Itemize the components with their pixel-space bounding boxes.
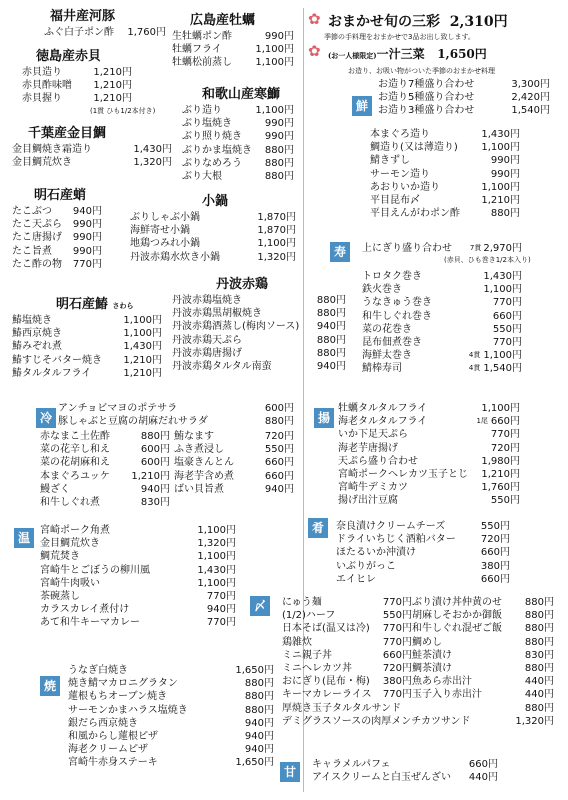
menu-item: ふき煮浸し 550円: [174, 444, 294, 456]
menu-item: ミニへレカツ丼 720円: [282, 663, 412, 675]
menu-item: 赤貝造り 1,210円: [22, 67, 132, 78]
sawara-kana: さわら: [112, 301, 134, 310]
menu-item: 鯛茶漬け 880円: [412, 663, 554, 675]
omakase-title: おまかせ旬の三彩: [328, 14, 440, 30]
menu-item: 厚焼き玉子タルタルサンド 880円: [282, 703, 554, 714]
menu-item: 牡蠣フライ 1,100円: [172, 44, 294, 56]
menu-item: 魚あら赤出汁 440円: [412, 676, 554, 688]
menu-item: サーモンかまハラス塩焼き 880円: [68, 704, 274, 716]
menu-item: いぶりがっこ 380円: [336, 560, 510, 572]
ama-tag: 甘: [280, 762, 300, 782]
menu-item: 牡蠣松前蒸し 1,100円: [172, 57, 294, 69]
menu-item: 焼き鯖マカロニグラタン 880円: [68, 678, 274, 690]
kinmedai-title: 千葉産金目鯛: [28, 126, 107, 141]
menu-item: 銀だら西京焼き 940円: [68, 717, 274, 729]
menu-item: トロタク巻き 1,430円: [362, 271, 522, 282]
menu-item: 鯛造り(又は薄造り) 1,100円: [370, 142, 520, 154]
ichiju-price: 1,650円: [437, 47, 487, 61]
menu-item: 金目鯛荒炊き 1,320円: [40, 538, 236, 550]
menu-item: ドライいちじく酒粕バター 720円: [336, 534, 510, 546]
menu-item: ぶり漬け丼仲黄のせ 880円: [412, 597, 554, 608]
rei-list: [58, 402, 294, 428]
menu-item: 海老クリームピザ 940円: [68, 744, 274, 756]
ichiju-line: [328, 45, 487, 62]
menu-item: 鉄火巻き 1,100円: [362, 284, 522, 296]
menu-item: 宮崎ポーク角煮 1,100円: [40, 525, 236, 536]
menu-item: ぶりかま塩焼き 880円: [182, 144, 294, 156]
kanburi-section: [182, 86, 294, 183]
sawara-title: 明石産鰆: [56, 297, 109, 312]
on-tag: 温: [14, 528, 34, 548]
kanburi-list: [182, 104, 294, 183]
menu-item: カラスカレイ煮付け 940円: [40, 604, 236, 616]
menu-item: 塩豪きんとん 660円: [174, 457, 294, 469]
menu-item: 鰆みぞれ煮 1,430円: [12, 341, 162, 353]
menu-item: 鯖棒寿司 4貫 1,540円: [362, 363, 522, 375]
menu-item: 海老芋唐揚げ 720円: [338, 442, 520, 454]
yaki-section: [68, 664, 274, 770]
set-item: お造り3種盛り合わせ 1,540円: [378, 105, 550, 117]
menu-item: 赤なまこ土佐酢 880円: [40, 431, 170, 442]
menu-item: 菜の花巻き 550円: [362, 323, 522, 335]
shokuji-full: [282, 702, 554, 728]
menu-item: 鰆タルタルフライ 1,210円: [12, 367, 162, 379]
menu-item: ぶりしゃぶ小鍋 1,870円: [130, 212, 296, 223]
menu-item: たこ唐揚げ 990円: [12, 232, 102, 244]
kinmedai-section: [12, 125, 172, 169]
akagai-list: [22, 66, 132, 106]
menu-item: 宮崎牛デミカツ 1,760円: [338, 482, 520, 494]
menu-item: たこぶつ 940円: [12, 206, 102, 217]
menu-item: ぶり造り 1,100円: [182, 105, 294, 116]
kotobuki-note: (赤貝、ひも巻き1/2本入り): [444, 256, 531, 265]
menu-item: キーマカレーライス 770円: [282, 689, 412, 701]
fugu-title: 福井産河豚: [50, 9, 116, 24]
menu-item: (1/2)ハーフ 550円: [282, 610, 412, 622]
menu-item: 鮪なます 720円: [174, 431, 294, 442]
menu-item: 菜の花辛し和え 600円: [40, 444, 170, 456]
menu-item: 牡蠣タルタルフライ 1,100円: [338, 403, 520, 414]
menu-item: 丹波赤鶏天ぷら 880円: [172, 334, 346, 346]
rei-tag: 冷: [36, 408, 56, 428]
flower-icon: ✿: [308, 42, 321, 60]
sen-sets: [378, 78, 550, 118]
menu-item: 丹波赤鶏黒胡椒焼き 880円: [172, 308, 346, 320]
menu-item: 海鮮太巻き 4貫 1,100円: [362, 350, 522, 362]
kinmedai-list: [12, 143, 172, 169]
akagai-title: 徳島産赤貝: [36, 49, 102, 64]
menu-item: ぶりなめろう 880円: [182, 157, 294, 169]
menu-item: 天ぷら盛り合わせ 1,980円: [338, 455, 520, 467]
menu-item: 地鶏つみれ小鍋 1,100円: [130, 238, 296, 250]
menu-item: あて和牛キーマカレー 770円: [40, 617, 236, 629]
yaki-list: [68, 664, 274, 770]
menu-item: アイスクリームと白玉ぜんざい 440円: [312, 772, 498, 784]
menu-item: キャラメルパフェ 660円: [312, 759, 498, 770]
menu-item: 宮崎ポークへレカツ玉子とじ 1,210円: [338, 469, 520, 481]
kotobuki-lead: 上にぎり盛り合わせ 7貫 2,970円 (赤貝、ひも巻き1/2本入り): [362, 243, 531, 265]
menu-item: 和牛しぐれ混ぜご飯 880円: [412, 623, 554, 635]
omakase-price: 2,310円: [449, 14, 508, 30]
sakana-tag: 肴: [308, 518, 328, 538]
menu-item: 胡麻しそおかか御飯 880円: [412, 610, 554, 622]
menu-item: 鰆塩焼き 1,100円: [12, 315, 162, 326]
konabe-title: 小鍋: [202, 194, 229, 209]
kotobuki-tag: 寿: [330, 242, 350, 262]
menu-item: エイヒレ 660円: [336, 573, 510, 585]
menu-item: 宮崎牛肉吸い 1,100円: [40, 577, 236, 589]
kanburi-title: 和歌山産寒鰤: [202, 87, 281, 102]
menu-item: ぶり照り焼き 990円: [182, 131, 294, 143]
sen-tag: 鮮: [352, 96, 372, 116]
menu-item: 海老芋含め煮 660円: [174, 470, 294, 482]
akagai-section: [22, 48, 156, 116]
menu-item: 鮭茶漬け 830円: [412, 649, 554, 661]
konabe-list: [130, 211, 296, 264]
menu-item: 鰆西京焼き 1,100円: [12, 328, 162, 340]
menu-item: ほたるいか沖漬け 660円: [336, 547, 510, 559]
menu-item: 和風からし蓮根ピザ 940円: [68, 731, 274, 743]
menu-item: ぶり塩焼き 990円: [182, 118, 294, 130]
konabe-section: [130, 193, 296, 264]
on-section: [40, 524, 236, 630]
menu-item: 丹波赤鶏唐揚げ 880円: [172, 347, 346, 359]
rei-section: [58, 402, 294, 428]
menu-item: 本まぐろユッケ 1,210円: [40, 470, 170, 482]
sawara-list: [12, 314, 162, 380]
age-section: [338, 402, 520, 508]
menu-item: いか下足天ぷら 770円: [338, 429, 520, 441]
kotobuki-section: [362, 270, 522, 376]
menu-item: 豚しゃぶと豆腐の胡麻だれサラダ 880円: [58, 416, 294, 428]
menu-item: 本まぐろ造り 1,430円: [370, 129, 520, 140]
kaki-section: [172, 12, 294, 70]
menu-item: たこ旨煮 990円: [12, 245, 102, 257]
menu-item: 鯛荒焚き 1,100円: [40, 551, 236, 563]
menu-item: 昆布佃煮巻き 770円: [362, 337, 522, 349]
kaki-list: [172, 30, 294, 70]
menu-item: 鯛めし 880円: [412, 636, 554, 648]
shokuji-left: [282, 596, 412, 702]
akagai-note: (1貫 ひも1/2本付き): [90, 106, 156, 115]
yaki-tag: 焼: [40, 676, 60, 696]
tamba-section: [172, 276, 346, 373]
tako-section: [12, 187, 102, 271]
menu-item: 赤貝握り 1,210円: [22, 93, 132, 105]
menu-item: 平目えんがわポン酢 880円: [370, 208, 520, 220]
menu-item: たこ天ぷら 990円: [12, 219, 102, 231]
sawara-section: [12, 296, 162, 380]
menu-item: おにぎり(昆布・梅) 380円: [282, 676, 412, 688]
omakase-note: 季節の手料理をおまかせで3品お出し致します。: [324, 33, 475, 41]
menu-item: ぶり大根 880円: [182, 171, 294, 183]
sakana-section: [336, 520, 510, 586]
menu-item: 赤貝酢味噌 1,210円: [22, 80, 132, 92]
menu-item: デミグラスソースの肉厚メンチカツサンド 1,320円: [282, 716, 554, 728]
menu-item: うなぎ白焼き 1,650円: [68, 665, 274, 676]
menu-item: 宮崎牛とごぼうの柳川風 1,430円: [40, 564, 236, 576]
rei-right: [174, 430, 294, 496]
shokuji-right: [412, 596, 554, 702]
menu-item: 揚げ出汁豆腐 550円: [338, 495, 520, 507]
menu-item: 日本そば(温又は冷) 770円: [282, 623, 412, 635]
menu-item: 金目鯛焼き霜造り 1,430円: [12, 144, 172, 155]
menu-item: 鯖きずし 990円: [370, 155, 520, 167]
shokuji-tag: 〆: [250, 596, 270, 616]
sen-note: お造り、お吸い物がついた季節のおまかせ料理: [348, 67, 495, 75]
menu-item: 丹波赤鶏塩焼き 880円: [172, 295, 346, 306]
omakase-line: [328, 11, 508, 31]
tamba-title: 丹波赤鶏: [216, 277, 269, 292]
tamba-list: [172, 294, 346, 373]
menu-item: 丹波赤鶏タルタル南蛮 940円: [172, 361, 346, 373]
menu-item: あおりいか造り 1,100円: [370, 181, 520, 193]
kaki-title: 広島産牡蠣: [190, 13, 256, 28]
menu-item: 海鮮寄せ小鍋 1,870円: [130, 225, 296, 237]
menu-item: うなきゅう巻き 770円: [362, 297, 522, 309]
sen-section: [370, 128, 520, 220]
fugu-list: [44, 26, 166, 39]
ama-section: [312, 758, 498, 784]
set-item: お造り7種盛り合わせ 3,300円: [378, 79, 550, 90]
menu-item: 平目昆布〆 1,210円: [370, 195, 520, 207]
menu-item: ふぐ白子ポン酢 1,760円: [44, 27, 166, 38]
menu-item: 海老タルタルフライ 1尾 660円: [338, 416, 520, 428]
menu-item: 玉子入り赤出汁 440円: [412, 689, 554, 701]
menu-item: 蓮根もちオーブン焼き 880円: [68, 691, 274, 703]
menu-item: にゅう麺 770円: [282, 597, 412, 608]
menu-item: 奈良漬けクリームチーズ 550円: [336, 521, 510, 532]
menu-item: 宮崎牛赤身ステーキ 1,650円: [68, 757, 274, 769]
menu-item: ばい貝旨煮 940円: [174, 483, 294, 495]
menu-item: たこ酢の物 770円: [12, 258, 102, 270]
ichiju-title: 一汁三菜: [376, 47, 425, 61]
flower-icon: ✿: [308, 10, 321, 28]
set-item: お造り5種盛り合わせ 2,420円: [378, 92, 550, 104]
fugu-section: [44, 8, 166, 39]
on-list: [40, 524, 236, 630]
age-tag: 揚: [314, 408, 334, 428]
menu-item: 生牡蠣ポン酢 990円: [172, 31, 294, 42]
menu-item: ミニ親子丼 660円: [282, 649, 412, 661]
ichiju-sub: (お一人様限定): [328, 51, 377, 60]
rei-left: [40, 430, 170, 509]
menu-item: 鰆すじそバター焼き 1,210円: [12, 354, 162, 366]
tako-title: 明石産蛸: [34, 188, 87, 203]
menu-item: 丹波赤鶏水炊き小鍋 1,320円: [130, 251, 296, 263]
menu-item: サーモン造り 990円: [370, 168, 520, 180]
menu-item: 丹波赤鶏酒蒸し(梅肉ソース) 940円: [172, 321, 346, 333]
menu-item: 和牛しぐれ煮 830円: [40, 497, 170, 509]
menu-item: 鶏雑炊 770円: [282, 636, 412, 648]
menu-item: 茶碗蒸し 770円: [40, 591, 236, 603]
menu-item: アンチョビマヨのポテサラ 600円: [58, 403, 294, 414]
menu-item: 金目鯛荒炊き 1,320円: [12, 157, 172, 169]
menu-item: 鰻ざく 940円: [40, 483, 170, 495]
menu-item: 和牛しぐれ巻き 660円: [362, 310, 522, 322]
tako-list: [12, 205, 102, 271]
menu-item: 菜の花胡麻和え 600円: [40, 457, 170, 469]
